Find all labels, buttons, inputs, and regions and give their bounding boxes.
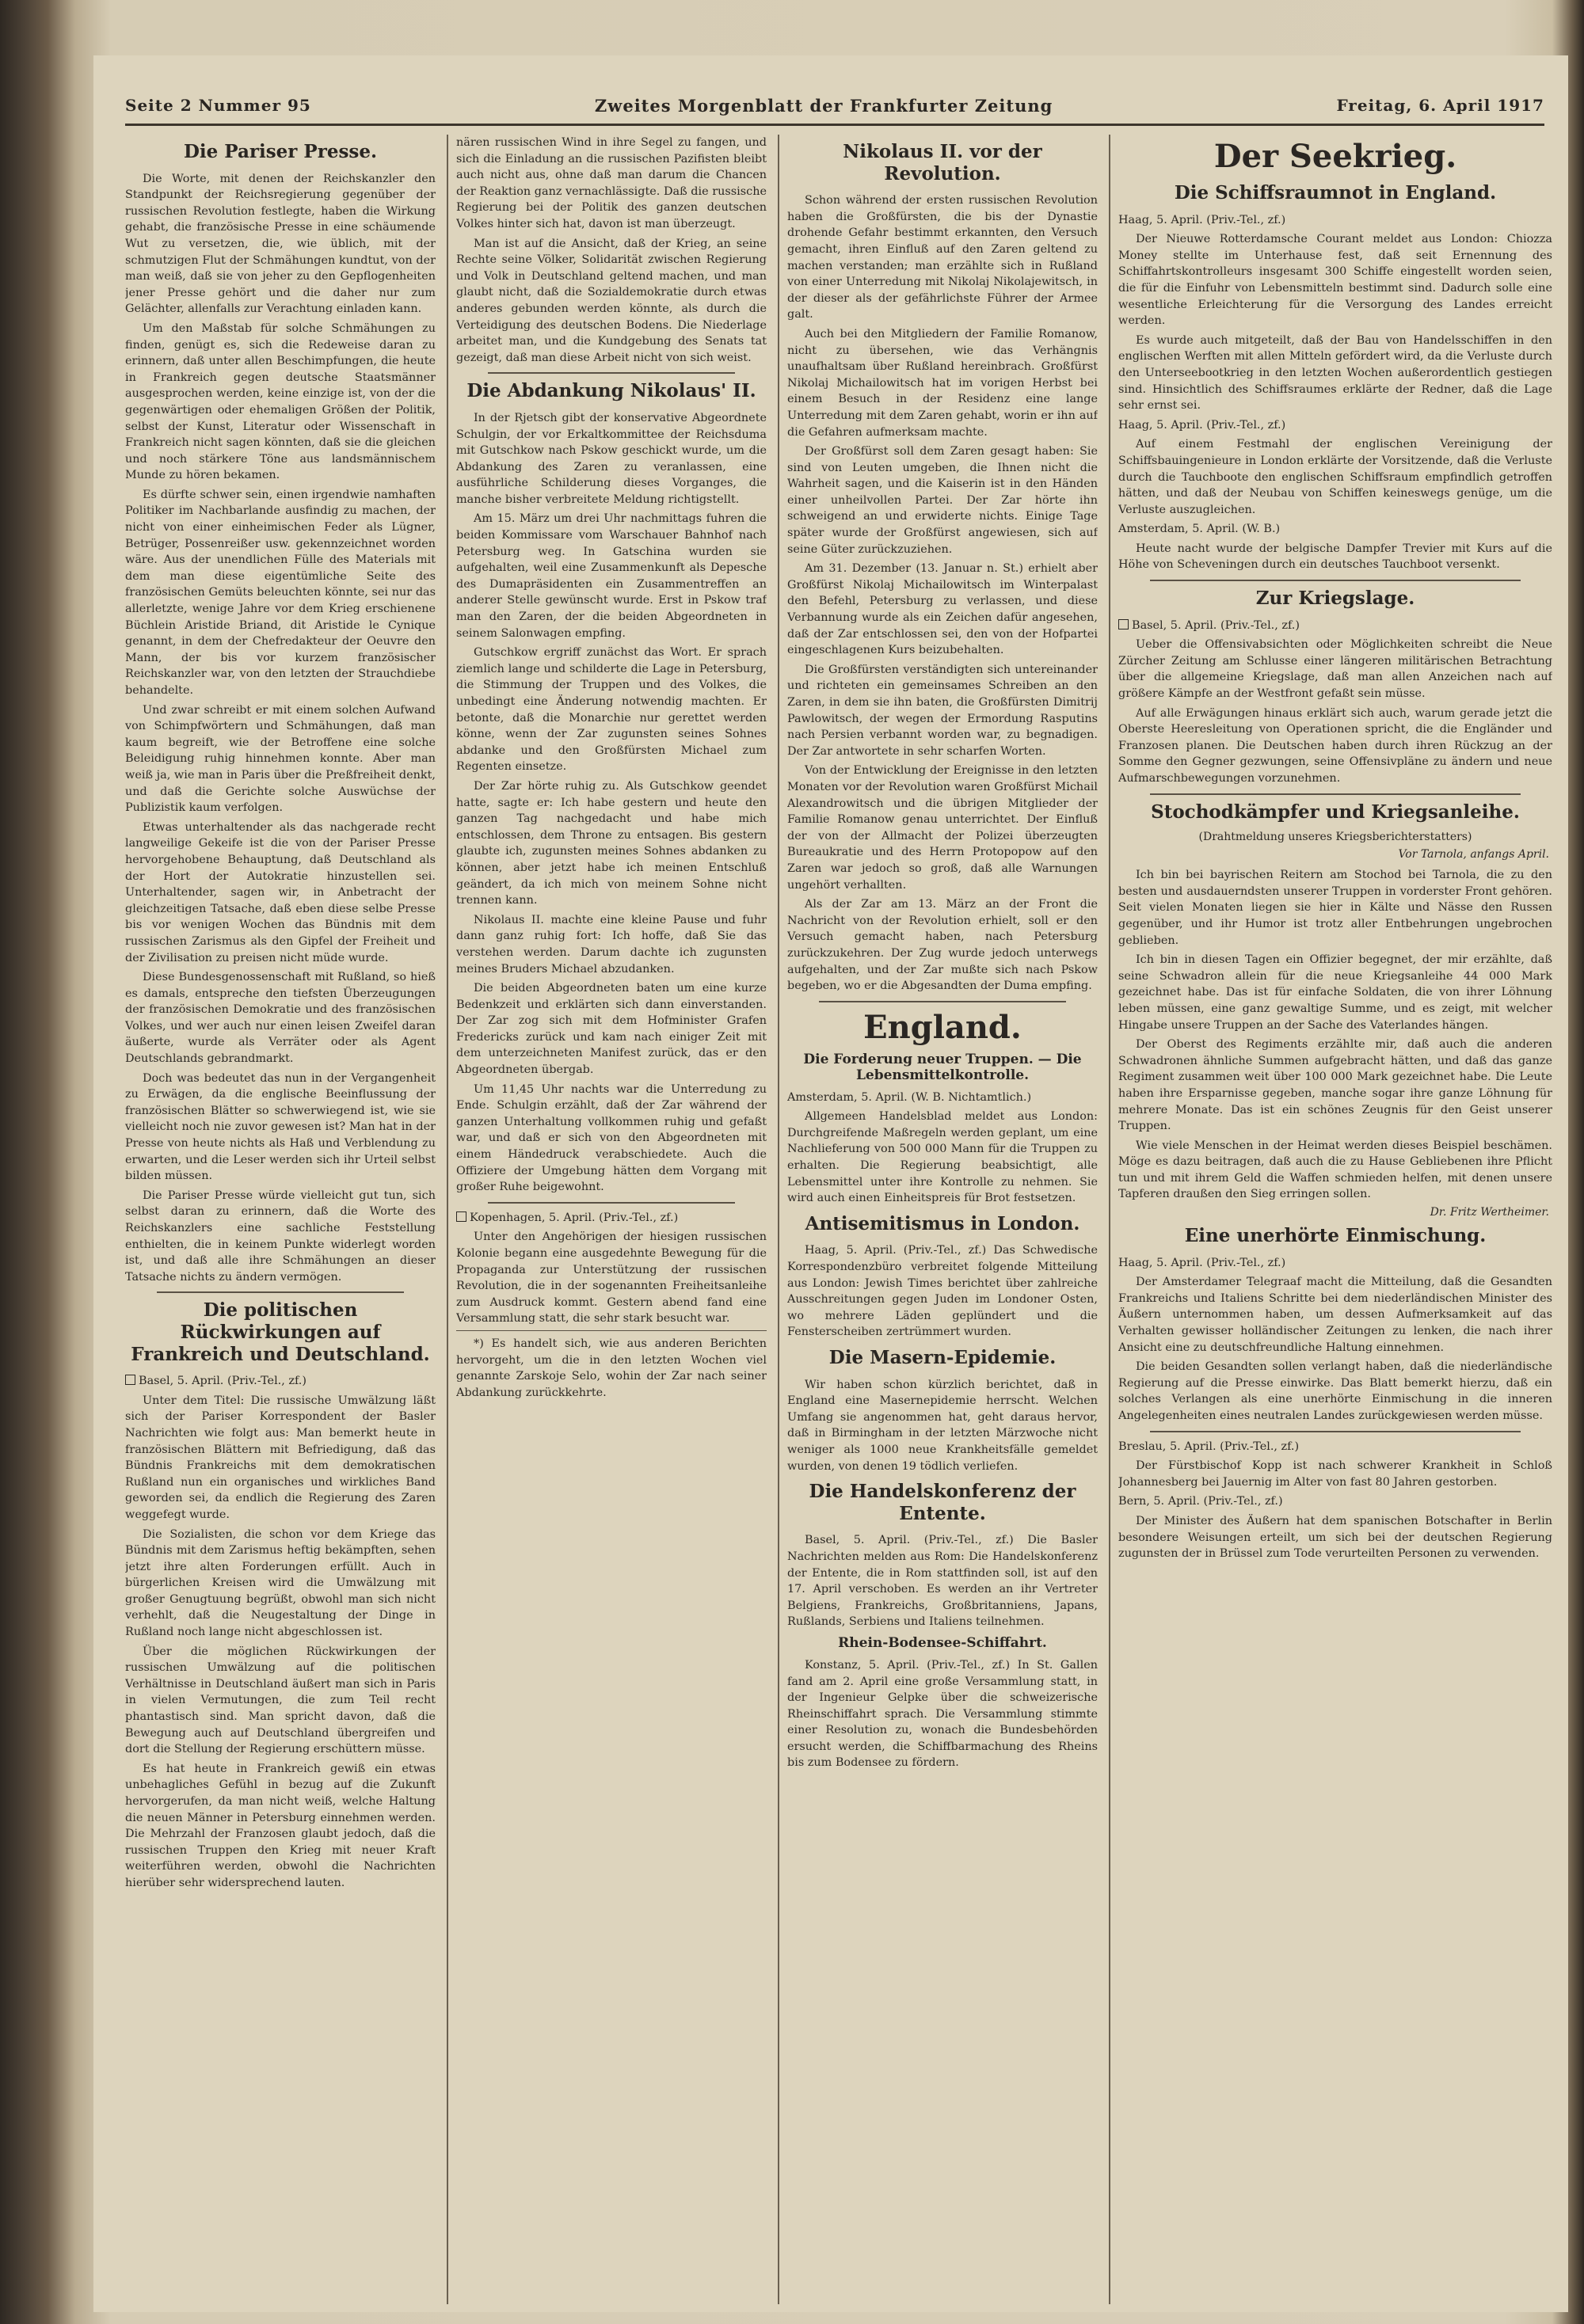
paragraph: Auf alle Erwägungen hinaus erklärt sich auch, warum gerade jetzt die Oberste Heeresleitung von Operationen spricht, die die Engländer und Franzosen planen. Die Deutschen haben durch ihren Rückzug an der Somme den Gegner gezwungen, seine Offensivpläne zu ändern und neue Aufmarschbewegungen vorzunehmen. — [1118, 706, 1552, 785]
paragraph: Am 31. Dezember (13. Januar n. St.) erhielt aber Großfürst Nikolaj Michailowitsch im Winterpalast den Befehl, Petersburg zu verlassen, und diese Verbannung wurde als ein Zeichen dafür angesehen, daß der Zar entschlossen sei, den von der Hofpartei eingeschlagenen Kurs beizubehalten. — [787, 562, 1098, 657]
article-title-kriegslage: Zur Kriegslage. — [1255, 588, 1415, 610]
paragraph: Der Fürstbischof Kopp ist nach schwerer Krankheit in Schloß Johannesberg bei Jauernig im Alter von fast 80 Jahren gestorben. — [1118, 1459, 1552, 1489]
paragraph: Doch was bedeutet das nun in der Vergangenheit zu Erwägen, da die englische Beeinflussung der französischen Blätter so schwerwiegend ist, wie sie vielleicht noch nie zuvor gewesen ist? Man hat in der Presse von heute nichts als Haß und Verblendung zu erwarten, und die Leser werden sich ihr Urteil selbst bilden müssen. — [125, 1071, 436, 1183]
paragraph: Von der Entwicklung der Ereignisse in den letzten Monaten vor der Revolution waren Großfürst Michail Alexandrowitsch und die übrigen Mitglieder der Familie Romanow genau unterrichtet. Der Einfluß der von der Allmacht der Polizei überzeugten Bureaukratie und des Herrn Protopopow auf den Zaren war jedoch so groß, daß alle Warnungen ungehört verhallten. — [787, 764, 1098, 892]
article-subtitle: (Drahtmeldung unseres Kriegsberichterstatters) — [1198, 831, 1472, 844]
paragraph: Ueber die Offensivabsichten oder Möglichkeiten schreibt die Neue Zürcher Zeitung am Schlusse einer längeren militärischen Betrachtung über die allgemeine Kriegslage, daß man allen Anzeichen nach auf größere Kämpfe an der Westfront gefaßt sein müsse. — [1118, 638, 1552, 701]
paragraph: Der Großfürst soll dem Zaren gesagt haben: Sie sind von Leuten umgeben, die Ihnen nicht die Wahrheit sagen, und die Kaiserin ist in den Händen einer unheilvollen Partei. Der Zar hörte ihn schweigend an und erwiderte nichts. Einige Tage später wurde der Großfürst angewiesen, sich auf seine Güter zurückzuziehen. — [787, 445, 1098, 556]
article-title-antisemitismus: Antisemitismus in London. — [805, 1212, 1080, 1234]
paragraph: Heute nacht wurde der belgische Dampfer Trevier mit Kurs auf die Höhe von Scheveningen durch ein deutsches Tauchboot versenkt. — [1118, 542, 1552, 572]
column-rule — [447, 135, 448, 2304]
square-icon — [1118, 619, 1129, 629]
paragraph: Über die möglichen Rückwirkungen der russischen Umwälzung auf die politischen Verhältnisse in Deutschland äußert man sich in Paris in vielen Vermutungen, die zum Teil recht phantastisch sind. Man spricht davon, daß die Bewegung auch auf Deutschland übergreifen und dort die Stellung der Regierung erschüttern müsse. — [125, 1645, 436, 1756]
divider — [488, 1202, 735, 1204]
footnote: *) Es handelt sich, wie aus anderen Berichten hervorgeht, um die in den letzten Wochen viel genannte Zarskoje Selo, wohin der Zar nach seiner Abdankung zurückkehrte. — [456, 1330, 767, 1401]
column-2 — [456, 135, 767, 2304]
paragraph: Es hat heute in Frankreich gewiß ein etwas unbehagliches Gefühl in bezug auf die Zukunft hervorgerufen, da man nicht weiß, welche Haltung die neuen Männer in Petersburg einnehmen werden. Die Mehrzahl der Franzosen glaubt jedoch, daß die russischen Truppen den Krieg mit neuer Kraft weiterführen werden, obwohl die Nachrichten hierüber sehr widersprechend lauten. — [125, 1762, 436, 1889]
article-title-schiffahrt: Rhein-Bodensee-Schiffahrt. — [838, 1634, 1047, 1651]
paragraph: Haag, 5. April. (Priv.-Tel., zf.) Das Schwedische Korrespondenzbüro verbreitet folgende Mitteilung aus London: Jewish Times berichtet über zahlreiche Ausschreitungen gegen Juden im Londoner Osten, wo mehrere Läden geplündert und die Fensterscheiben zertrümmert wurden. — [787, 1244, 1098, 1339]
paragraph: Schon während der ersten russischen Revolution haben die Großfürsten, die bis der Dynastie drohende Gefahr bestimmt erkannten, den Versuch gemacht, ihren Einfluß auf den Zaren geltend zu machen verstanden; man erzählte sich in Rußland von einer Unterredung mit Nikolaj Nikolajewitsch, in der dieser als der gefährlichste Führer der Armee galt. — [787, 194, 1098, 321]
byline-place: Vor Tarnola, anfangs April. — [1398, 848, 1549, 862]
paragraph: nären russischen Wind in ihre Segel zu fangen, und sich die Einladung an die russischen Pazifisten bleibt auch nicht aus, ohne daß man darum die Chancen der Reaktion ganz vernachlässigte. Daß die russische Regierung bei der Politik des ganzen deutschen Volkes hinter sich hat, davon ist man überzeugt. — [456, 136, 767, 230]
paragraph: Man ist auf die Ansicht, daß der Krieg, an seine Rechte seine Völker, Solidarität zwischen Regierung und Volk in Deutschland geltend machen, und man glaubt nicht, daß die Sozialdemokratie durch etwas anderes gebunden werden könnte, als durch die Verteidigung des deutschen Bodens. Die Niederlage arbeitet man, und die Kundgebung des Senats tat gezeigt, daß man diese Arbeit nicht von sich weist. — [456, 237, 767, 364]
paragraph: Gutschkow ergriff zunächst das Wort. Er sprach ziemlich lange und schilderte die Lage in Petersburg, die Stimmung der Truppen und des Volkes, die unbedingt eine Änderung notwendig machten. Er betonte, daß die Monarchie nur gerettet werden könne, wenn der Zar zugunsten seines Sohnes abdanke und den Großfürsten Michael zum Regenten einsetze. — [456, 646, 767, 774]
paragraph: Die Pariser Presse würde vielleicht gut tun, sich selbst daran zu erinnern, daß die Worte des Reichskanzlers eine sachliche Feststellung enthielten, die in keinem Punkte widerlegt worden ist, und daß alle ihre Schmähungen an dieser Tatsache nichts zu ändern vermögen. — [125, 1189, 436, 1284]
section-title-seekrieg: Der Seekrieg. — [1213, 138, 1457, 175]
article-title-nikolaus-revolution: Nikolaus II. vor der Revolution. — [843, 141, 1042, 184]
paragraph: Um den Maßstab für solche Schmähungen zu finden, genügt es, sich die Redeweise daran zu erinnern, daß unter allen Beschimpfungen, die heute in Frankreich gegen deutsche Staatsmänner ausgesprochen werden, keine einzige ist, von der die gegenwärtigen oder ehemaligen Größen der Politik, selbst der Kunst, Literatur oder Wissenschaft in Frankreich nicht sagen könnten, daß sie die gleichen und noch stärkere Töne aus landsmännischem Munde zu hören bekamen. — [125, 321, 436, 482]
paragraph: Die Worte, mit denen der Reichskanzler den Standpunkt der Reichsregierung gegenüber der russischen Revolution festlegte, haben die Wirkung gehabt, die französische Presse in eine schäumende Wut zu versetzen, die, wie üblich, mit der schmutzigen Flut der Schmähungen kundtut, von der man weiß, daß sie von jeher zu den Gepflogenheiten jener Presse gehört und die daher nur zum Gelächter, allenfalls zur Verachtung einladen kann. — [125, 172, 436, 316]
paragraph: Die Sozialisten, die schon vor dem Kriege das Bündnis mit dem Zarismus heftig bekämpften, sehen jetzt ihre alten Forderungen erfüllt. Auch in bürgerlichen Kreisen wird die Umwälzung mit großer Genugtuung begrüßt, obwohl man sich nicht verhehlt, daß die Neugestaltung der Dinge in Rußland noch lange nicht abgeschlossen ist. — [125, 1527, 436, 1639]
paragraph: Nikolaus II. machte eine kleine Pause und fuhr dann ganz ruhig fort: Ich hoffe, daß Sie das verstehen werden. Darum dachte ich zugunsten meines Bruders Michael abzudanken. — [456, 913, 767, 976]
article-subtitle: Die Forderung neuer Truppen. — Die Lebensmittelkontrolle. — [803, 1051, 1082, 1083]
column-3 — [787, 135, 1098, 2304]
divider — [1150, 580, 1521, 581]
dateline: Basel, 5. April. (Priv.-Tel., zf.) — [125, 1373, 436, 1390]
column-1 — [125, 135, 436, 2304]
dateline: Haag, 5. April. (Priv.-Tel., zf.) — [1118, 213, 1286, 226]
paragraph: Die beiden Gesandten sollen verlangt haben, daß die niederländische Regierung auf die Presse einwirke. Das Blatt bemerkt hierzu, daß ein solches Verlangen als eine unerhörte Einmischung in die inneren Angelegenheiten eines neutralen Landes zurückgewiesen werden müsse. — [1118, 1360, 1552, 1422]
paragraph: Etwas unterhaltender als das nachgerade recht langweilige Gekeife ist die von der Pariser Presse hervorgehobene Behauptung, daß Deutschland als der Hort der Autokratie hinzustellen sei. Unterhaltender, sagen wir, in Anbetracht der gleichzeitigen Tatsache, daß eben diese selbe Presse bis vor wenigen Wochen das Bündnis mit dem russischen Zarismus als den Gipfel der Freiheit und der Zivilisation zu preisen nicht müde wurde. — [125, 820, 436, 964]
column-4 — [1118, 135, 1552, 2304]
header-date: Freitag, 6. April 1917 — [1336, 96, 1544, 115]
paragraph: Um 11,45 Uhr nachts war die Unterredung zu Ende. Schulgin erzählt, daß der Zar während der ganzen Unterhaltung vollkommen ruhig und gefaßt war, und daß er sich von den Abgeordneten mit einem Händedruck verabschiedete. Auch die Offiziere der Umgebung hätten dem Vorgang mit großer Ruhe beigewohnt. — [456, 1082, 767, 1194]
article-title-schiffsraumnot: Die Schiffsraumnot in England. — [1174, 182, 1497, 203]
article-title-pariser-presse: Die Pariser Presse. — [183, 141, 378, 162]
paragraph: Als der Zar am 13. März an der Front die Nachricht von der Revolution erhielt, soll er den Versuch gemacht haben, nach Petersburg zurückzukehren. Der Zug wurde jedoch unterwegs aufgehalten, und der Zar mußte sich nach Pskow begeben, wo er die Abgesandten der Duma empfing. — [787, 898, 1098, 993]
paragraph: Der Minister des Äußern hat dem spanischen Botschafter in Berlin besondere Weisungen erteilt, um sich bei der deutschen Regierung zugunsten der in Brüssel zum Tode verurteilten Personen zu verwenden. — [1118, 1514, 1552, 1561]
square-icon — [456, 1211, 466, 1222]
paragraph: Die Großfürsten verständigten sich untereinander und richteten ein gemeinsames Schreiben an den Zaren, in dem sie ihn baten, die Großfürsten Dimitrij Pawlowitsch, der wegen der Ermordung Rasputins nach Persien verbannt worden war, zu begnadigen. Der Zar antwortete in sehr scharfen Worten. — [787, 663, 1098, 758]
paragraph: Es dürfte schwer sein, einen irgendwie namhaften Politiker im Nachbarlande ausfindig zu machen, der nicht von einer einheimischen Feder als Lügner, Betrüger, Possenreißer usw. gekennzeichnet worden wäre. Aus der unendlichen Fülle des Materials mit dem man diese eigentümliche Seite des französischen Gemüts beleuchten könnte, sei nur das allerletzte, wenige Jahre vor dem Krieg erschienene Büchlein Aristide Briand, dit Aristide le Cynique genannt, in dem der Chefredakteur der Oeuvre den Mann, der bis vor kurzem französischer Reichskanzler war, von den letzten der Strauchdiebe behandelte. — [125, 488, 436, 697]
dateline: Amsterdam, 5. April. (W. B.) — [1118, 523, 1281, 536]
paragraph: Der Zar hörte ruhig zu. Als Gutschkow geendet hatte, sagte er: Ich habe gestern und heute den ganzen Tag nachgedacht und habe mich entschlossen, dem Throne zu entsagen. Bis gestern glaubte ich, zugunsten meines Sohnes abdanken zu können, aber jetzt habe ich meinen Entschluß geändert, da ich mich von meinem Sohne nicht trennen kann. — [456, 779, 767, 907]
column-rule — [778, 135, 779, 2304]
divider — [819, 1001, 1066, 1002]
divider — [1150, 793, 1521, 795]
paragraph: Wir haben schon kürzlich berichtet, daß in England eine Masernepidemie herrscht. Welchen Umfang sie angenommen hat, geht daraus hervor, daß in Birmingham in der letzten Märzwoche nicht weniger als 1000 neue Krankheitsfälle gemeldet wurden, von denen 19 tödlich verliefen. — [787, 1378, 1098, 1473]
article-title-rueckwirkungen: Die politischen Rückwirkungen auf Frankreich und Deutschland. — [131, 1299, 430, 1365]
paragraph: Konstanz, 5. April. (Priv.-Tel., zf.) In St. Gallen fand am 2. April eine große Versammlung statt, in der Ingenieur Gelpke über die schweizerische Rheinschiffahrt sprach. Die Versammlung stimmte einer Resolution zu, wonach die Bundesbehörden ersucht werden, die Schiffbarmachung des Rheins bis zum Bodensee zu fördern. — [787, 1658, 1098, 1770]
paragraph: Ich bin in diesen Tagen ein Offizier begegnet, der mir erzählte, daß seine Schwadron allein für die neue Kriegsanleihe 44 000 Mark gezeichnet habe. Das ist für einfache Soldaten, die von ihrer Löhnung leben müssen, eine ganz gewaltige Summe, und es zeigt, mit welcher Hingabe unsere Truppen an der Sache des Vaterlandes hängen. — [1118, 953, 1552, 1032]
author-signature: Dr. Fritz Wertheimer. — [1430, 1206, 1549, 1219]
paragraph: Allgemeen Handelsblad meldet aus London: Durchgreifende Maßregeln werden geplant, um eine Nachlieferung von 500 000 Mann für die Truppen zu erhalten. Die Regierung beabsichtigt, alle Lebensmittel unter ihre Kontrolle zu nehmen. Sie wird auch einen Einheitspreis für Brot festsetzen. — [787, 1110, 1098, 1205]
article-title-stochodkaempfer: Stochodkämpfer und Kriegsanleihe. — [1151, 801, 1520, 823]
dateline: Breslau, 5. April. (Priv.-Tel., zf.) — [1118, 1440, 1300, 1453]
square-icon — [125, 1375, 135, 1385]
article-title-handelskonferenz: Die Handelskonferenz der Entente. — [809, 1481, 1076, 1524]
paragraph: Der Amsterdamer Telegraaf macht die Mitteilung, daß die Gesandten Frankreichs und Italiens Schritte bei dem niederländischen Minister des Äußern unternommen haben, um dessen Aufmerksamkeit auf das Verhalten gewisser holländischer Zeitungen zu lenken, die nach ihrer Ansicht eine zu deutschfreundliche Haltung einnehmen. — [1118, 1276, 1552, 1354]
dateline: Amsterdam, 5. April. (W. B. Nichtamtlich.) — [787, 1090, 1032, 1104]
divider — [157, 1291, 404, 1293]
dateline: Basel, 5. April. (Priv.-Tel., zf.) — [1118, 618, 1552, 634]
dateline: Bern, 5. April. (Priv.-Tel., zf.) — [1118, 1495, 1283, 1508]
paragraph: Unter dem Titel: Die russische Umwälzung läßt sich der Pariser Korrespondent der Basler Nachrichten wie folgt aus: Man bemerkt heute in französischen Blättern mit Befriedigung, daß das Bündnis Frankreichs mit dem demokratischen Rußland nun ein organisches und wirkliches Band geworden sei, da endlich die Regierung des Zaren weggefegt wurde. — [125, 1394, 436, 1521]
paragraph: In der Rjetsch gibt der konservative Abgeordnete Schulgin, der vor Erkaltkommittee der Reichsduma mit Gutschkow nach Pskow geschickt wurde, um die Abdankung des Zaren zu veranlassen, eine ausführliche Schilderung dieses Vorganges, die manche bisher verbreitete Meldung richtigstellt. — [456, 411, 767, 506]
paragraph: Auch bei den Mitgliedern der Familie Romanow, nicht zu übersehen, wie das Verhängnis unaufhaltsam über Rußland hereinbrach. Großfürst Nikolaj Michailowitsch hat im vorigen Herbst bei einem Besuch in der Residenz eine lange Unterredung mit dem Zaren gehabt, worin er ihn auf die Gefahren aufmerksam machte. — [787, 327, 1098, 439]
paragraph: Und zwar schreibt er mit einem solchen Aufwand von Schimpfwörtern und Schmähungen, daß man kaum begreift, wie der Betroffene eine solche Beleidigung ruhig hinnehmen konnte. Aber man weiß ja, wie man in Paris über die Preßfreiheit denkt, und daß die Gerichte solche Auswüchse der Publizistik kaum verfolgen. — [125, 703, 436, 815]
paragraph: Diese Bundesgenossenschaft mit Rußland, so hieß es damals, entspreche den tiefsten Überzeugungen der französischen Demokratie und des französischen Volkes, und wer auch nur einen leisen Zweifel daran äußerte, wurde als Verräter oder als Agent Deutschlands gebrandmarkt. — [125, 971, 436, 1066]
header-page-number: Seite 2 Nummer 95 — [125, 96, 311, 115]
dateline: Kopenhagen, 5. April. (Priv.-Tel., zf.) — [456, 1210, 767, 1227]
paragraph: Wie viele Menschen in der Heimat werden dieses Beispiel beschämen. Möge es dazu beitragen, daß auch die zu Hause Gebliebenen ihre Pflicht tun und mit ihrem Geld die Waffen schmieden helfen, mit denen unsere Tapferen draußen den Sieg erringen sollen. — [1118, 1139, 1552, 1201]
paragraph: Am 15. März um drei Uhr nachmittags fuhren die beiden Kommissare vom Warschauer Bahnhof nach Petersburg weg. In Gatschina wurden sie aufgehalten, weil eine Zusammenkunft als Depesche des Dumapräsidenten ein Zusammentreffen an anderer Stelle gewünscht wurde. Erst in Pskow traf man den Zaren, der die beiden Abgeordneten in seinem Salonwagen empfing. — [456, 512, 767, 640]
newspaper-page — [93, 55, 1568, 2312]
paragraph: Es wurde auch mitgeteilt, daß der Bau von Handelsschiffen in den englischen Werften mit allen Mitteln gefördert wird, da die Verluste durch den Unterseebootkrieg in den letzten Wochen außerordentlich gestiegen sind. Hinsichtlich des Schiffsraumes erklärte der Redner, daß die Lage sehr ernst sei. — [1118, 333, 1552, 413]
dateline: Haag, 5. April. (Priv.-Tel., zf.) — [1118, 1256, 1286, 1269]
paragraph: Basel, 5. April. (Priv.-Tel., zf.) Die Basler Nachrichten melden aus Rom: Die Handelskonferenz der Entente, die in Rom stattfinden soll, ist auf den 17. April verschoben. Es werden an ihr Vertreter Belgiens, Frankreichs, Großbritanniens, Japans, Rußlands, Serbiens und Italiens teilnehmen. — [787, 1534, 1098, 1629]
divider — [488, 372, 735, 374]
paragraph: Auf einem Festmahl der englischen Vereinigung der Schiffsbauingenieure in London erklärte der Vorsitzende, daß die Verluste durch die Tauchboote den englischen Schiffsraum empfindlich getroffen hätten, und daß der Neubau von Schiffen keineswegs genüge, um die Verluste auszugleichen. — [1118, 438, 1552, 516]
paragraph: Der Oberst des Regiments erzählte mir, daß auch die anderen Schwadronen ähnliche Summen aufgebracht hätten, und daß das ganze Regiment zusammen weit über 100 000 Mark gezeichnet habe. Die Leute haben ihre Ersparnisse gegeben, manche sogar ihre ganze Löhnung für mehrere Monate. Das ist ein schönes Zeugnis für den Geist unserer Truppen. — [1118, 1038, 1552, 1133]
article-title-masern: Die Masern-Epidemie. — [828, 1347, 1057, 1368]
dateline: Haag, 5. April. (Priv.-Tel., zf.) — [1118, 418, 1286, 432]
article-title-abdankung: Die Abdankung Nikolaus' II. — [466, 380, 756, 402]
header-masthead: Zweites Morgenblatt der Frankfurter Zeitung — [594, 95, 1053, 116]
column-rule — [1109, 135, 1110, 2304]
paragraph: Der Nieuwe Rotterdamsche Courant meldet aus London: Chiozza Money stellte im Unterhause fest, daß seit Ernennung des Schiffahrtskontrolleurs insgesamt 300 Schiffe eingestellt worden seien, die für die Einfuhr von Lebensmitteln bestimmt sind. Dadurch solle eine wesentliche Erleichterung für die Versorgung des Landes erreicht werden. — [1118, 233, 1552, 328]
section-title-england: England. — [863, 1008, 1022, 1046]
paragraph: Unter den Angehörigen der hiesigen russischen Kolonie begann eine ausgedehnte Bewegung für die Propaganda zur Unterstützung der russischen Revolution, die in der sogenannten Freiheitsanleihe zum Ausdruck kommt. Gestern abend fand eine Versammlung statt, die sehr stark besucht war. — [456, 1230, 767, 1326]
article-title-einmischung: Eine unerhörte Einmischung. — [1184, 1225, 1487, 1247]
paragraph: Die beiden Abgeordneten baten um eine kurze Bedenkzeit und erklärten sich dann einverstanden. Der Zar zog sich mit dem Hofminister Grafen Fredericks zurück und kam nach einiger Zeit mit dem unterzeichneten Manifest zurück, das er den Abgeordneten übergab. — [456, 982, 767, 1077]
page-header — [125, 87, 1544, 126]
paragraph: Ich bin bei bayrischen Reitern am Stochod bei Tarnola, die zu den besten und ausdauerndsten unserer Truppen in vorderster Front gehören. Seit vielen Monaten liegen sie hier in Kälte und Nässe den Russen gegenüber, und ihr Humor ist trotz aller Entbehrungen ungebrochen geblieben. — [1118, 869, 1552, 947]
divider — [1150, 1431, 1521, 1432]
